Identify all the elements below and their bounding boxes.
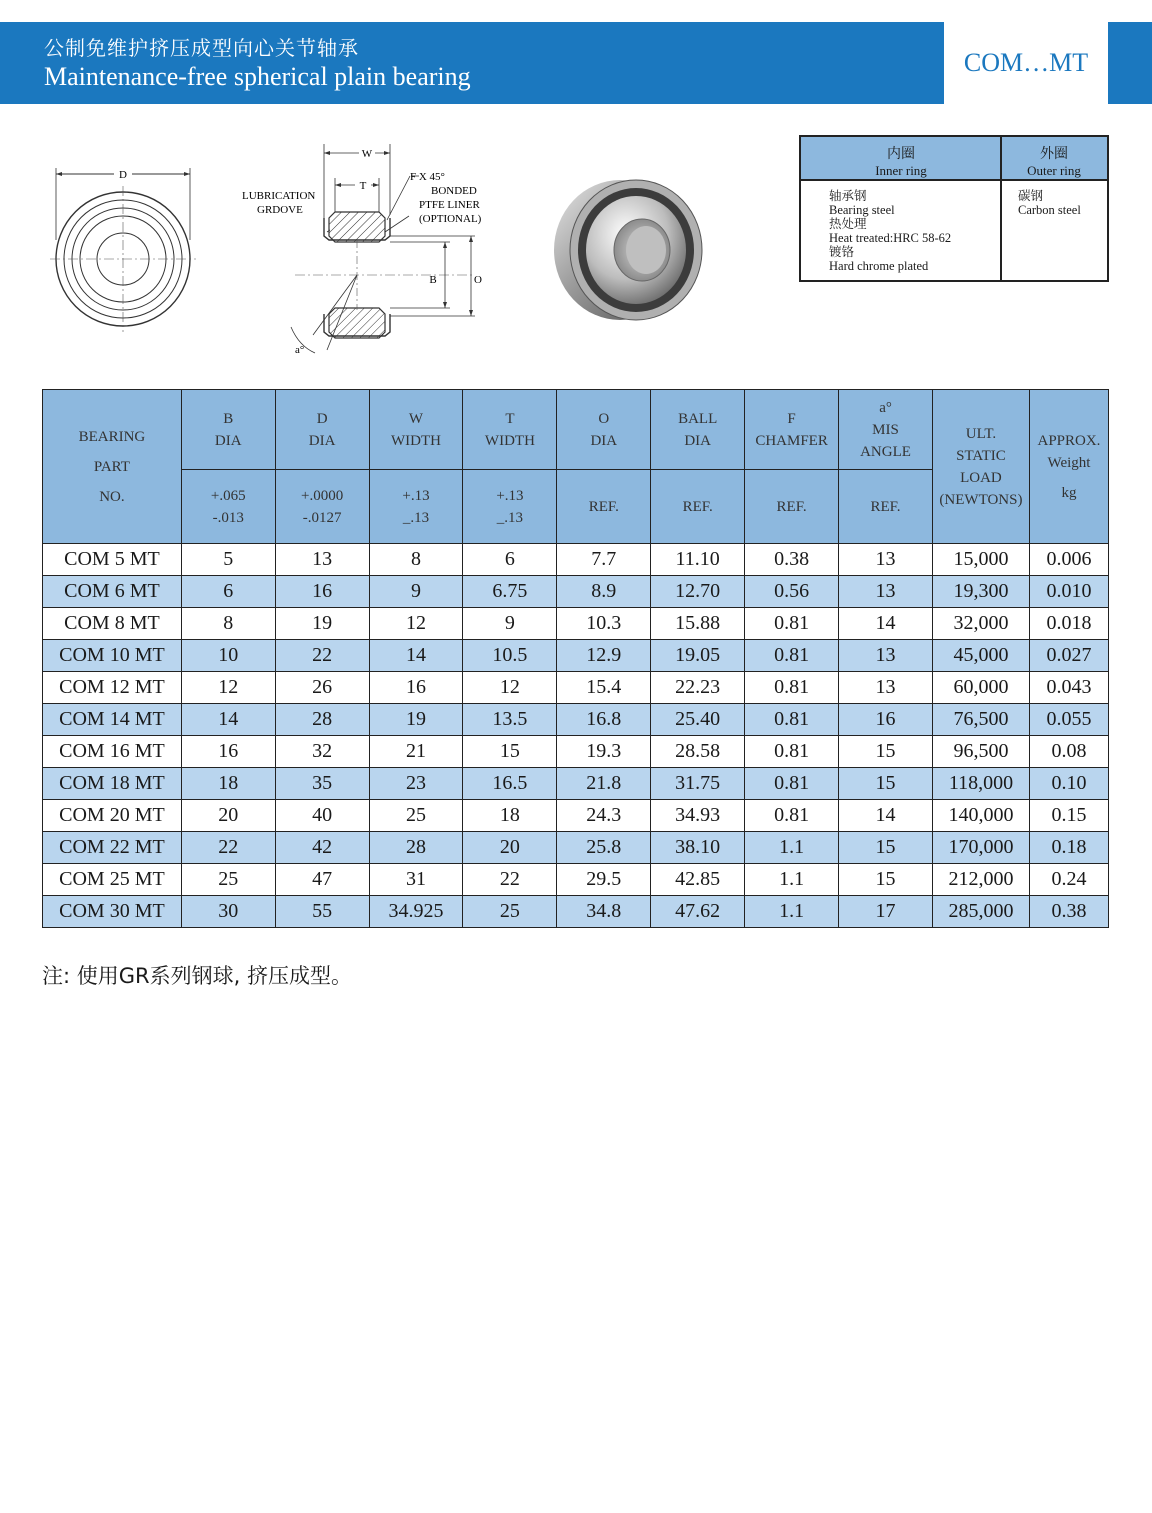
table-row bbox=[43, 704, 1109, 736]
table-cell: 0.043 bbox=[1029, 672, 1108, 704]
front-view-drawing bbox=[48, 160, 198, 340]
table-cell: 15 bbox=[839, 736, 933, 768]
table-row bbox=[43, 768, 1109, 800]
part-number-cell: COM 14 MT bbox=[43, 704, 182, 736]
table-cell: 16.8 bbox=[557, 704, 651, 736]
col-header-d-dia: D DIA bbox=[275, 390, 369, 470]
d-dimension-label: D bbox=[119, 169, 127, 181]
part-number-cell: COM 22 MT bbox=[43, 832, 182, 864]
part-number-cell: COM 12 MT bbox=[43, 672, 182, 704]
table-cell: 25 bbox=[181, 864, 275, 896]
table-row bbox=[43, 640, 1109, 672]
col-header-mis-angle: a° MIS ANGLE bbox=[839, 390, 933, 470]
table-cell: 34.8 bbox=[557, 896, 651, 928]
table-cell: 0.38 bbox=[745, 544, 839, 576]
o-dimension-label: O bbox=[474, 274, 482, 286]
t-dimension-label: T bbox=[359, 180, 367, 192]
part-number-cell: COM 5 MT bbox=[43, 544, 182, 576]
table-cell: 14 bbox=[839, 608, 933, 640]
table-cell: 6 bbox=[181, 576, 275, 608]
table-cell: 10.5 bbox=[463, 640, 557, 672]
col-header-ball-dia: BALL DIA bbox=[651, 390, 745, 470]
table-cell: 47 bbox=[275, 864, 369, 896]
table-cell: 0.81 bbox=[745, 608, 839, 640]
table-cell: 76,500 bbox=[932, 704, 1029, 736]
section-view-drawing bbox=[235, 140, 495, 365]
table-cell: 35 bbox=[275, 768, 369, 800]
table-cell: 30 bbox=[181, 896, 275, 928]
part-number-cell: COM 25 MT bbox=[43, 864, 182, 896]
table-cell: 26 bbox=[275, 672, 369, 704]
inner-ring-header bbox=[801, 137, 1001, 181]
series-code: COM…MT bbox=[963, 48, 1089, 77]
table-row bbox=[43, 864, 1109, 896]
table-cell: 45,000 bbox=[932, 640, 1029, 672]
col-header-o-dia: O DIA bbox=[557, 390, 651, 470]
table-cell: 15,000 bbox=[932, 544, 1029, 576]
table-cell: 8 bbox=[181, 608, 275, 640]
table-cell: 22 bbox=[181, 832, 275, 864]
col-header-w-width: W WIDTH bbox=[369, 390, 463, 470]
table-cell: 31.75 bbox=[651, 768, 745, 800]
table-cell: 19,300 bbox=[932, 576, 1029, 608]
ref-o: REF. bbox=[557, 470, 651, 544]
table-cell: 0.10 bbox=[1029, 768, 1108, 800]
outer-ring-header bbox=[1001, 137, 1107, 181]
inner-material-line: Heat treated:HRC 58-62 bbox=[829, 231, 952, 245]
table-cell: 23 bbox=[369, 768, 463, 800]
table-cell: 0.006 bbox=[1029, 544, 1108, 576]
specification-table bbox=[42, 389, 1109, 928]
liner-label-2: PTFE LINER bbox=[419, 199, 480, 211]
table-cell: 28.58 bbox=[651, 736, 745, 768]
col-header-static-load: ULT. STATIC LOAD (NEWTONS) bbox=[932, 390, 1029, 544]
outer-material-line: 碳钢 bbox=[1018, 189, 1044, 203]
table-cell: 170,000 bbox=[932, 832, 1029, 864]
materials-table bbox=[799, 135, 1109, 282]
outer-ring-cn: 外圈 bbox=[1040, 147, 1068, 162]
col-header-weight: APPROX. Weight kg bbox=[1029, 390, 1108, 544]
table-cell: 13 bbox=[839, 672, 933, 704]
table-row bbox=[43, 736, 1109, 768]
specification-rows bbox=[43, 544, 1109, 928]
table-cell: 34.925 bbox=[369, 896, 463, 928]
table-cell: 0.81 bbox=[745, 768, 839, 800]
inner-material-line: 镀铬 bbox=[829, 245, 855, 259]
part-number-cell: COM 16 MT bbox=[43, 736, 182, 768]
b-dimension-label: B bbox=[429, 274, 437, 286]
table-cell: 16 bbox=[181, 736, 275, 768]
table-cell: 40 bbox=[275, 800, 369, 832]
table-cell: 15 bbox=[839, 768, 933, 800]
table-row bbox=[43, 576, 1109, 608]
ref-ball: REF. bbox=[651, 470, 745, 544]
table-cell: 0.81 bbox=[745, 672, 839, 704]
table-cell: 25 bbox=[463, 896, 557, 928]
table-cell: 16 bbox=[369, 672, 463, 704]
table-cell: 60,000 bbox=[932, 672, 1029, 704]
table-cell: 0.56 bbox=[745, 576, 839, 608]
part-number-cell: COM 6 MT bbox=[43, 576, 182, 608]
table-row bbox=[43, 896, 1109, 928]
table-cell: 12.9 bbox=[557, 640, 651, 672]
table-cell: 0.81 bbox=[745, 640, 839, 672]
inner-ring-cn: 内圈 bbox=[887, 147, 915, 162]
table-row bbox=[43, 800, 1109, 832]
table-cell: 5 bbox=[181, 544, 275, 576]
bearing-photo bbox=[548, 172, 708, 327]
table-cell: 21.8 bbox=[557, 768, 651, 800]
table-cell: 0.18 bbox=[1029, 832, 1108, 864]
table-cell: 285,000 bbox=[932, 896, 1029, 928]
part-number-cell: COM 18 MT bbox=[43, 768, 182, 800]
table-cell: 1.1 bbox=[745, 864, 839, 896]
table-cell: 0.38 bbox=[1029, 896, 1108, 928]
table-cell: 0.15 bbox=[1029, 800, 1108, 832]
table-cell: 13.5 bbox=[463, 704, 557, 736]
col-header-b-dia: B DIA bbox=[181, 390, 275, 470]
table-cell: 10 bbox=[181, 640, 275, 672]
table-cell: 19 bbox=[275, 608, 369, 640]
table-cell: 0.08 bbox=[1029, 736, 1108, 768]
table-cell: 13 bbox=[839, 640, 933, 672]
inner-material-line: Hard chrome plated bbox=[829, 259, 929, 273]
table-row bbox=[43, 608, 1109, 640]
table-cell: 14 bbox=[839, 800, 933, 832]
table-cell: 212,000 bbox=[932, 864, 1029, 896]
title-english: Maintenance-free spherical plain bearing bbox=[44, 62, 471, 91]
table-cell: 12 bbox=[181, 672, 275, 704]
table-cell: 13 bbox=[275, 544, 369, 576]
table-cell: 15 bbox=[839, 832, 933, 864]
table-cell: 6.75 bbox=[463, 576, 557, 608]
table-cell: 13 bbox=[839, 544, 933, 576]
table-cell: 34.93 bbox=[651, 800, 745, 832]
outer-material-line: Carbon steel bbox=[1018, 203, 1081, 217]
table-cell: 29.5 bbox=[557, 864, 651, 896]
table-cell: 12 bbox=[463, 672, 557, 704]
chamfer-label: F X 45° bbox=[410, 171, 445, 183]
tolerance-d: +.0000 -.0127 bbox=[275, 470, 369, 544]
table-cell: 18 bbox=[463, 800, 557, 832]
table-cell: 96,500 bbox=[932, 736, 1029, 768]
table-cell: 12.70 bbox=[651, 576, 745, 608]
table-cell: 8.9 bbox=[557, 576, 651, 608]
table-cell: 24.3 bbox=[557, 800, 651, 832]
table-cell: 15.88 bbox=[651, 608, 745, 640]
table-cell: 13 bbox=[839, 576, 933, 608]
table-cell: 15 bbox=[463, 736, 557, 768]
tolerance-t: +.13 _.13 bbox=[463, 470, 557, 544]
col-header-f-chamfer: F CHAMFER bbox=[745, 390, 839, 470]
table-cell: 7.7 bbox=[557, 544, 651, 576]
header-edge-bar bbox=[1108, 22, 1152, 104]
ref-a: REF. bbox=[839, 470, 933, 544]
col-header-part-no: BEARING PART NO. bbox=[43, 390, 182, 544]
table-cell: 22.23 bbox=[651, 672, 745, 704]
table-cell: 28 bbox=[369, 832, 463, 864]
inner-material-line: Bearing steel bbox=[829, 203, 895, 217]
table-cell: 38.10 bbox=[651, 832, 745, 864]
table-cell: 20 bbox=[181, 800, 275, 832]
part-number-cell: COM 30 MT bbox=[43, 896, 182, 928]
inner-material-line: 热处理 bbox=[829, 217, 867, 231]
materials-divider bbox=[1000, 137, 1002, 280]
table-cell: 10.3 bbox=[557, 608, 651, 640]
table-cell: 28 bbox=[275, 704, 369, 736]
part-number-cell: COM 20 MT bbox=[43, 800, 182, 832]
tolerance-w: +.13 _.13 bbox=[369, 470, 463, 544]
liner-label-1: BONDED bbox=[431, 185, 477, 197]
tolerance-b: +.065 -.013 bbox=[181, 470, 275, 544]
table-cell: 22 bbox=[275, 640, 369, 672]
inner-ring-materials bbox=[829, 189, 951, 273]
table-cell: 0.018 bbox=[1029, 608, 1108, 640]
table-cell: 118,000 bbox=[932, 768, 1029, 800]
table-cell: 16.5 bbox=[463, 768, 557, 800]
inner-material-line: 轴承钢 bbox=[829, 189, 867, 203]
outer-ring-en: Outer ring bbox=[1027, 163, 1081, 178]
table-cell: 14 bbox=[369, 640, 463, 672]
col-header-t-width: T WIDTH bbox=[463, 390, 557, 470]
table-cell: 0.81 bbox=[745, 800, 839, 832]
table-cell: 25.8 bbox=[557, 832, 651, 864]
table-cell: 25 bbox=[369, 800, 463, 832]
table-cell: 9 bbox=[369, 576, 463, 608]
table-cell: 19.05 bbox=[651, 640, 745, 672]
table-cell: 0.24 bbox=[1029, 864, 1108, 896]
header-banner bbox=[0, 22, 944, 104]
table-cell: 6 bbox=[463, 544, 557, 576]
table-cell: 18 bbox=[181, 768, 275, 800]
footnote: 注: 使用GR系列钢球, 挤压成型。 bbox=[42, 964, 352, 988]
liner-label-3: (OPTIONAL) bbox=[419, 213, 482, 225]
table-cell: 16 bbox=[839, 704, 933, 736]
table-cell: 16 bbox=[275, 576, 369, 608]
table-cell: 1.1 bbox=[745, 896, 839, 928]
misalignment-angle-label: a° bbox=[295, 344, 305, 356]
table-cell: 0.027 bbox=[1029, 640, 1108, 672]
table-row bbox=[43, 672, 1109, 704]
table-cell: 12 bbox=[369, 608, 463, 640]
table-cell: 31 bbox=[369, 864, 463, 896]
table-cell: 42 bbox=[275, 832, 369, 864]
table-cell: 11.10 bbox=[651, 544, 745, 576]
ref-f: REF. bbox=[745, 470, 839, 544]
table-row bbox=[43, 544, 1109, 576]
w-dimension-label: W bbox=[361, 148, 373, 160]
table-cell: 47.62 bbox=[651, 896, 745, 928]
title-chinese: 公制免维护挤压成型向心关节轴承 bbox=[44, 36, 359, 60]
table-cell: 0.055 bbox=[1029, 704, 1108, 736]
table-cell: 15 bbox=[839, 864, 933, 896]
groove-label: GRDOVE bbox=[257, 204, 303, 216]
lubrication-label: LUBRICATION bbox=[242, 190, 316, 202]
table-cell: 32,000 bbox=[932, 608, 1029, 640]
table-cell: 8 bbox=[369, 544, 463, 576]
outer-ring-materials bbox=[1018, 189, 1081, 217]
table-cell: 0.010 bbox=[1029, 576, 1108, 608]
table-cell: 0.81 bbox=[745, 704, 839, 736]
table-cell: 20 bbox=[463, 832, 557, 864]
table-row bbox=[43, 832, 1109, 864]
table-cell: 0.81 bbox=[745, 736, 839, 768]
table-cell: 32 bbox=[275, 736, 369, 768]
table-cell: 9 bbox=[463, 608, 557, 640]
table-cell: 14 bbox=[181, 704, 275, 736]
table-cell: 15.4 bbox=[557, 672, 651, 704]
inner-ring-en: Inner ring bbox=[875, 163, 927, 178]
table-cell: 17 bbox=[839, 896, 933, 928]
part-number-cell: COM 8 MT bbox=[43, 608, 182, 640]
table-cell: 55 bbox=[275, 896, 369, 928]
part-number-cell: COM 10 MT bbox=[43, 640, 182, 672]
table-cell: 19.3 bbox=[557, 736, 651, 768]
table-cell: 1.1 bbox=[745, 832, 839, 864]
table-cell: 140,000 bbox=[932, 800, 1029, 832]
table-cell: 19 bbox=[369, 704, 463, 736]
table-cell: 22 bbox=[463, 864, 557, 896]
table-cell: 21 bbox=[369, 736, 463, 768]
table-cell: 25.40 bbox=[651, 704, 745, 736]
table-cell: 42.85 bbox=[651, 864, 745, 896]
